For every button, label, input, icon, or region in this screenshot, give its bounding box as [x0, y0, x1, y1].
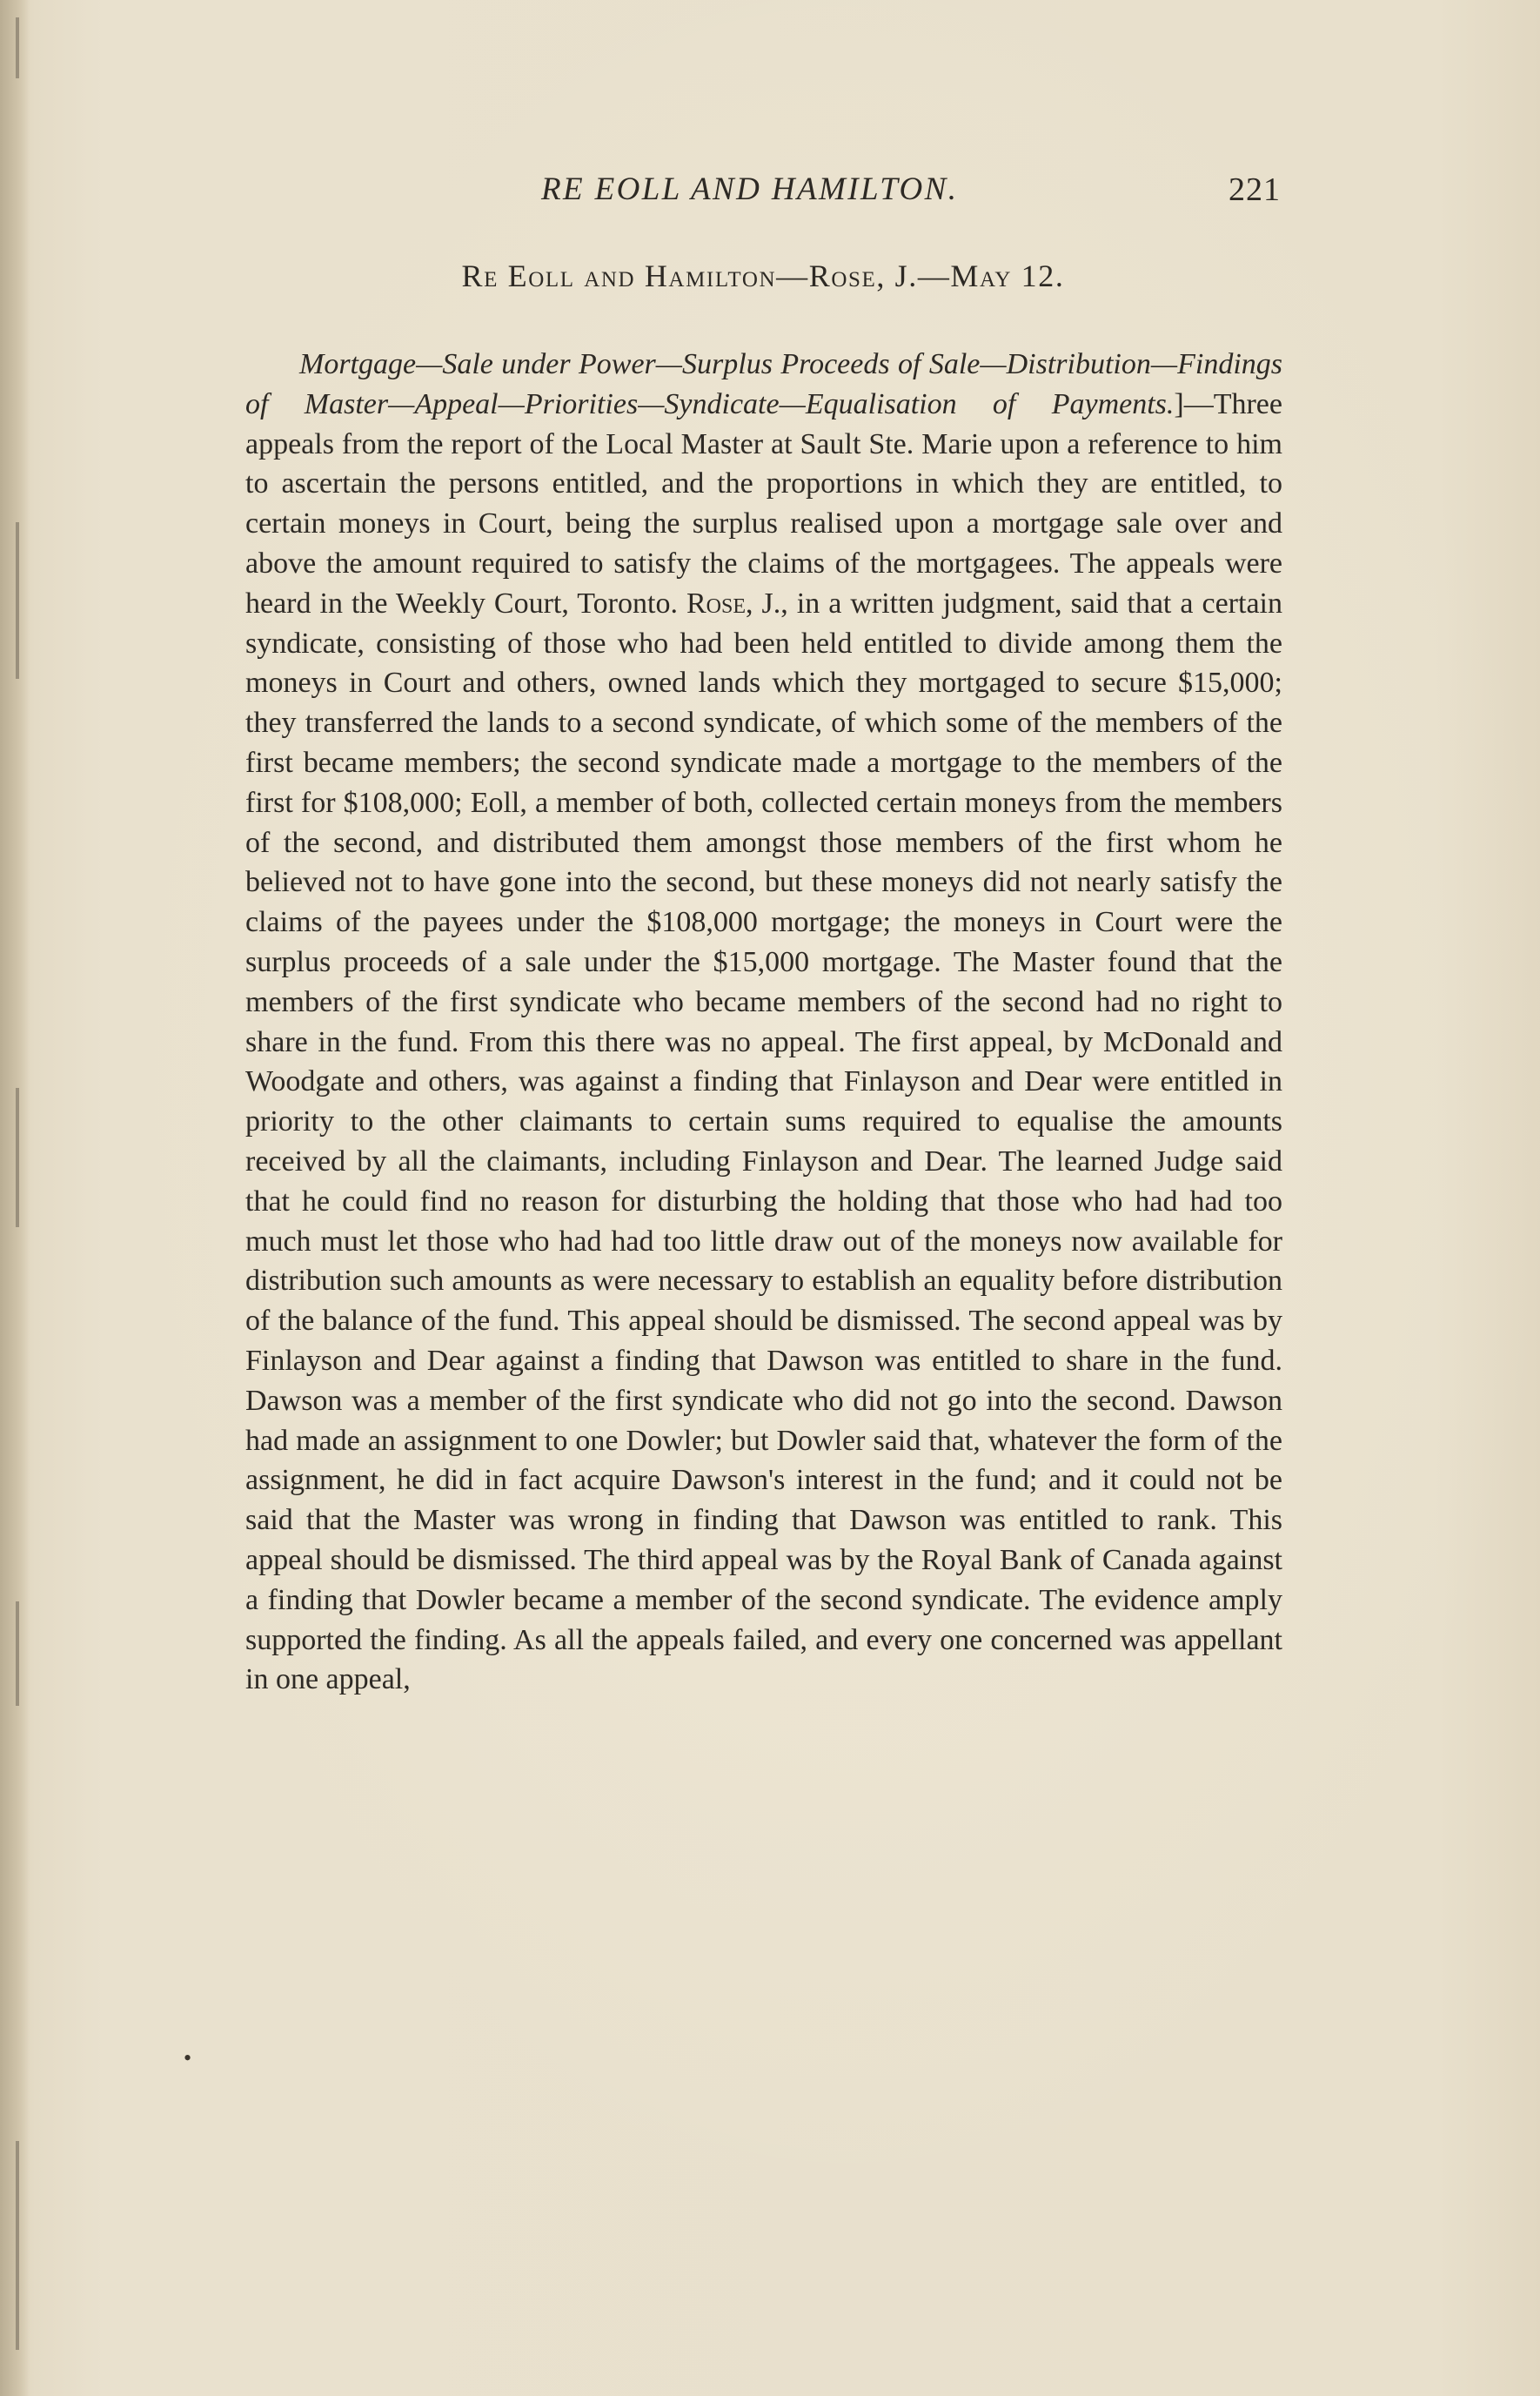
headnote-paragraph: Mortgage—Sale under Power—Surplus Proceeds of Sale—Distribution—Findings of Master—Appeal—Priorities—Syndicate—Equalisation of Payments.]—Three appeals from the report of the Local Master at Sault Ste. Marie upon a reference to him to ascertain the persons entitled, and the proportions in which they are entitled, to certain moneys in Court, being the surplus realised upon a mortgage sale over and above the amount required to satisfy the claims of the mortgagees. The appeals were heard in the Weekly Court, Toronto. Rose, J., in a written judgment, said that a certain syndicate, consisting of those who had been held entitled to divide among them the moneys in Court and others, owned lands which they mortgaged to secure $15,000; they transferred the lands to a second syndicate, of which some of the members of the first became members; the second syndicate made a mortgage to the members of the first for $108,000; Eoll, a member of both, collected certain moneys from the members of the second, and distributed them amongst those members of the first whom he believed not to have gone into the second, but these moneys did not nearly satisfy the claims of the payees under the $108,000 mortgage; the moneys in Court were the surplus proceeds of a sale under the $15,000 mortgage. The Master found that the members of the first syndicate who became members of the second had no right to share in the fund. From this there was no appeal. The first appeal, by McDonald and Woodgate and others, was against a finding that Finlayson and Dear were entitled in priority to the other claimants to certain sums required to equalise the amounts received by all the claimants, including Finlayson and Dear. The learned Judge said that he could find no reason for disturbing the holding that those who had had too much must let those who had had too little draw out of the moneys now available for distribution such amounts as were necessary to establish an equality before distribution of the balance of the fund. This appeal should be dismissed. The second appeal was by Finlayson and Dear against a finding that Dawson was entitled to share in the fund. Dawson was a member of the first syndicate who did not go into the second. Dawson had made an assignment to one Dowler; but Dowler said that, whatever the form of the assignment, he did in fact acquire Dawson's interest in the fund; and it could not be said that the Master was wrong in finding that Dawson was entitled to rank. This appeal should be dismissed. The third appeal was by the Royal Bank of Canada against a finding that Dowler became a member of the second syndicate. The evidence amply supported the finding. As all the appeals failed, and every one concerned was appellant in one appeal,: [245, 348, 1282, 1696]
running-head: RE EOLL AND HAMILTON.: [541, 171, 959, 207]
margin-dot: •: [184, 2045, 192, 2070]
case-title: Re Eoll and Hamilton—Rose, J.—May 12.: [461, 258, 1065, 293]
binding-mark: [16, 17, 19, 78]
page-gutter-shadow: [0, 0, 30, 2396]
binding-mark: [16, 522, 19, 679]
binding-mark: [16, 1601, 19, 1706]
binding-mark: [16, 1088, 19, 1227]
page-number: 221: [1229, 171, 1281, 208]
catchwords: Mortgage—Sale under Power—Surplus Proceeds of Sale—Distribution—Findings of Master—Appeal—Priorities—Syndicate—Equalisation of Payments.: [245, 348, 1282, 420]
page-header: [245, 171, 1281, 214]
binding-mark: [16, 2141, 19, 2350]
